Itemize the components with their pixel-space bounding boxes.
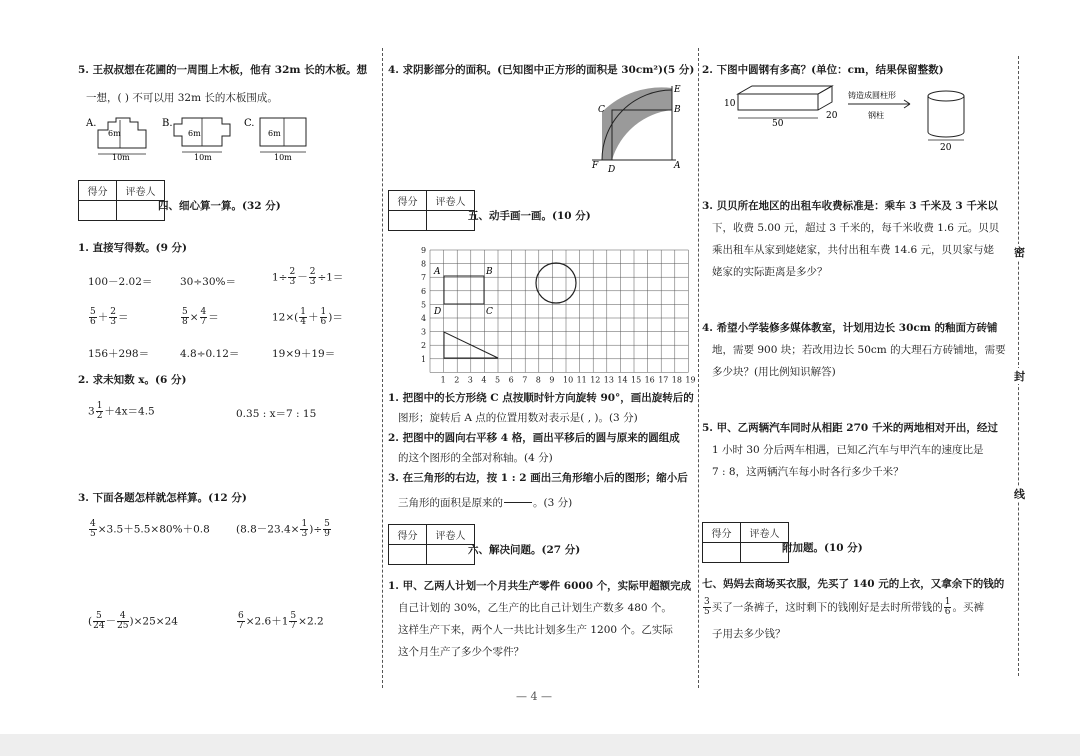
r-q3-line4: 姥家的实际距离是多少？: [712, 266, 828, 278]
rect-label-d: D: [434, 307, 442, 317]
column-divider-2: [698, 48, 699, 688]
circle-shape: [536, 263, 576, 303]
seal-char-1: 密: [1014, 246, 1025, 259]
option-b-w: 10m: [194, 153, 212, 162]
s6q1-line2: 自己计划的 30%，乙生产的比自己计划生产数多 480 个。: [398, 602, 672, 614]
grid-x-tick: 14: [617, 375, 628, 385]
bonus-title: 附加题。(10 分): [782, 542, 863, 554]
r-q4-line2: 地，需要 900 块；若改用边长 50cm 的大理石方砖铺地，需要: [712, 344, 1006, 356]
grid-drawing: [400, 246, 696, 385]
q2-b: 0.35 : x＝7 : 15: [236, 408, 317, 420]
grid-x-tick: 2: [454, 375, 460, 385]
s6q1-line4: 这个月生产了多少个零件？: [398, 646, 524, 658]
section6-title: 六、解决问题。(27 分): [468, 544, 581, 556]
grid-y-tick: 3: [421, 327, 427, 337]
left-column: [0, 0, 380, 730]
box-dim-width: 20: [826, 111, 838, 121]
grid-x-tick: 19: [685, 375, 696, 385]
label-d: D: [608, 165, 616, 175]
option-c-w: 10m: [274, 153, 292, 162]
grid-x-tick: 7: [522, 375, 528, 385]
score-box-section6: 得分 评卷人: [388, 524, 475, 565]
grid-y-tick: 4: [421, 314, 427, 323]
q1-r1-c: 1÷ $\frac{2}{3}$ － $\frac{2}{3}$ ÷1＝: [272, 267, 344, 287]
grid-x-tick: 9: [549, 375, 555, 385]
score-cell[interactable]: [389, 211, 427, 231]
section4-title: 四、细心算一算。(32 分): [158, 200, 281, 212]
middle-column: [386, 0, 696, 730]
q2-a: 3 $\frac{1}{2}$ ＋4x＝4.5: [88, 401, 155, 421]
r-q3-line3: 乘出租车从家到姥姥家，共付出租车费 14.6 元，贝贝家与姥: [712, 244, 995, 256]
r-q4-line3: 多少块？(用比例知识解答): [712, 366, 836, 378]
fence-options-figure: [84, 112, 324, 162]
r-q4-line1: 4. 希望小学装修多媒体教室，计划用边长 30cm 的釉面方砖铺: [702, 322, 998, 334]
label-c: C: [598, 105, 605, 115]
option-c-label: C.: [244, 118, 255, 129]
q5-line2: 一想，( ) 不可以用 32m 长的木板围成。: [86, 92, 278, 104]
option-a-label: A.: [86, 118, 97, 129]
shaded-area-figure: [584, 82, 688, 176]
grid-y-tick: 6: [421, 286, 427, 296]
bottom-strip: [0, 734, 1080, 756]
label-a: A: [674, 161, 681, 171]
section5-title: 五、动手画一画。(10 分): [468, 210, 591, 222]
s6q1-line3: 这样生产下来，两个人一共比计划多生产 1200 个。乙实际: [398, 624, 673, 636]
p1-line1: 1. 把图中的长方形绕 C 点按顺时针方向旋转 90°，画出旋转后的: [388, 392, 694, 404]
q1-title: 1. 直接写得数。(9 分): [78, 242, 188, 254]
r-q2-title: 2. 下图中圆钢有多高？(单位：cm，结果保留整数): [702, 64, 944, 76]
q3-d: $\frac{6}{7}$ ×2.6＋1 $\frac{5}{7}$ ×2.2: [238, 611, 324, 631]
q1-r3-b: 4.8÷0.12＝: [180, 348, 240, 360]
q1-r2-b: $\frac{5}{8}$ × $\frac{4}{7}$ ＝: [182, 307, 219, 327]
grid-y-tick: 9: [421, 246, 427, 255]
r-q3-line2: 下，收费 5.00 元，超过 3 千米的，每千米收费 1.6 元。贝贝: [712, 222, 1000, 234]
q3-title: 3. 下面各题怎样就怎样算。(12 分): [78, 492, 247, 504]
score-box-section5: 得分 评卷人: [388, 190, 475, 231]
label-b: B: [674, 105, 681, 115]
grid-y-tick: 7: [421, 273, 427, 283]
option-a-w: 10m: [112, 153, 130, 162]
option-c-shape: [260, 118, 306, 146]
column-divider-1: [382, 48, 383, 688]
q1-r3-c: 19×9＋19＝: [272, 348, 336, 360]
score-cell[interactable]: [389, 545, 427, 565]
grid-x-tick: 8: [535, 375, 541, 385]
score-cell[interactable]: [703, 543, 741, 563]
option-b-label: B.: [162, 118, 173, 129]
q1-r2-a: $\frac{5}{6}$ ＋ $\frac{2}{3}$ ＝: [90, 307, 129, 327]
q1-r3-a: 156＋298＝: [88, 348, 150, 360]
r-q7-line1: 七、妈妈去商场买衣服，先买了 140 元的上衣，又拿余下的钱的: [702, 578, 1005, 590]
grid-x-tick: 1: [440, 375, 446, 385]
p3-line1: 3. 在三角形的右边，按 1 : 2 画出三角形缩小后的图形；缩小后: [388, 472, 688, 484]
seal-char-2: 封: [1014, 370, 1025, 383]
score-box-section4: [78, 180, 165, 221]
grid-x-tick: 3: [467, 375, 473, 385]
label-e: E: [674, 85, 681, 95]
r-q5-line1: 5. 甲、乙两辆汽车同时从相距 270 千米的两地相对开出，经过: [702, 422, 998, 434]
p2-line1: 2. 把图中的圆向右平移 4 格，画出平移后的圆与原来的圆组成: [388, 432, 680, 444]
r-q7-line3: 子用去多少钱？: [712, 628, 786, 640]
score-box-bonus: 得分 评卷人: [702, 522, 789, 563]
box-dim-length: 50: [772, 119, 784, 129]
q1-r1-b: 30÷30%＝: [180, 276, 236, 288]
p2-line2: 的这个图形的全部对称轴。(4 分): [398, 452, 553, 464]
arrow-bottom-label: 钢柱: [868, 111, 884, 120]
page-number: — 4 —: [516, 690, 552, 703]
score-cell[interactable]: [79, 201, 117, 221]
rect-label-a: A: [434, 267, 441, 277]
grid-x-tick: 13: [603, 375, 614, 385]
grid-x-tick: 5: [495, 375, 501, 385]
q3-b: (8.8－23.4× $\frac{1}{3}$ )÷ $\frac{5}{9}$: [236, 519, 330, 539]
option-b-h: 6m: [188, 129, 201, 138]
grader-label: 评卷人: [117, 181, 165, 201]
r-q7-line2: $\frac{3}{5}$ 买了一条裤子，这时剩下的钱刚好是去时所带钱的 $\frac{1}{6}$ 。买裤: [704, 597, 984, 617]
q4-title: 4. 求阴影部分的面积。(已知图中正方形的面积是 30cm²)(5 分): [388, 64, 695, 76]
r-q3-line1: 3. 贝贝所在地区的出租车收费标准是：乘车 3 千米及 3 千米以: [702, 200, 998, 212]
q2-title: 2. 求未知数 x。(6 分): [78, 374, 187, 386]
q1-r1-a: 100－2.02＝: [88, 276, 153, 288]
grid-x-tick: 12: [590, 375, 601, 385]
p1-line2: 图形；旋转后 A 点的位置用数对表示是( , )。(3 分): [398, 412, 638, 424]
grid-x-tick: 6: [508, 375, 514, 385]
rect-label-b: B: [486, 267, 493, 277]
arrow-top-label: 铸造成圆柱形: [848, 91, 896, 100]
q5-line1: 5. 王叔叔想在花圃的一周围上木板，他有 32m 长的木板。想: [78, 64, 368, 76]
r-q5-line3: 7 : 8，这两辆汽车每小时各行多少千米？: [712, 466, 904, 478]
grid-y-tick: 2: [421, 341, 427, 351]
s6q1-line1: 1. 甲、乙两人计划一个月共生产零件 6000 个，实际甲超额完成: [388, 580, 692, 592]
grid-x-tick: 16: [644, 375, 655, 385]
r-q5-line2: 1 小时 30 分后两车相遇，已知乙汽车与甲汽车的速度比是: [712, 444, 984, 456]
seal-line: [1018, 56, 1019, 676]
seal-char-3: 线: [1014, 488, 1025, 501]
score-label: 得分: [79, 181, 117, 201]
option-a-h: 6m: [108, 129, 121, 138]
label-f: F: [592, 161, 599, 171]
grid-x-tick: 4: [481, 375, 487, 385]
q3-c: ( $\frac{5}{24}$ － $\frac{4}{25}$ )×25×24: [88, 611, 178, 631]
grid-y-tick: 5: [421, 300, 427, 310]
option-c-h: 6m: [268, 129, 281, 138]
grid-x-tick: 18: [671, 375, 682, 385]
grid-x-tick: 10: [563, 375, 574, 385]
q1-r2-c: 12×( $\frac{1}{4}$ ＋ $\frac{1}{6}$ )＝: [272, 307, 343, 327]
grid-y-tick: 8: [421, 259, 427, 269]
grid-y-tick: 1: [421, 354, 427, 364]
rectangle-abcd: [444, 276, 484, 304]
cyl-dim: 20: [940, 143, 952, 153]
rect-label-c: C: [486, 307, 493, 317]
q3-a: $\frac{4}{5}$ ×3.5＋5.5×80%＋0.8: [90, 519, 210, 539]
grid-x-tick: 15: [631, 375, 642, 385]
box-dim-height: 10: [724, 99, 736, 109]
option-a-shape: [98, 118, 146, 148]
grid-x-tick: 11: [576, 375, 587, 385]
grid-x-tick: 17: [658, 375, 669, 385]
p3-line2: 三角形的面积是原来的 。(3 分): [398, 494, 572, 512]
right-column: [700, 0, 1012, 730]
steel-cylinder-figure: [722, 80, 992, 154]
